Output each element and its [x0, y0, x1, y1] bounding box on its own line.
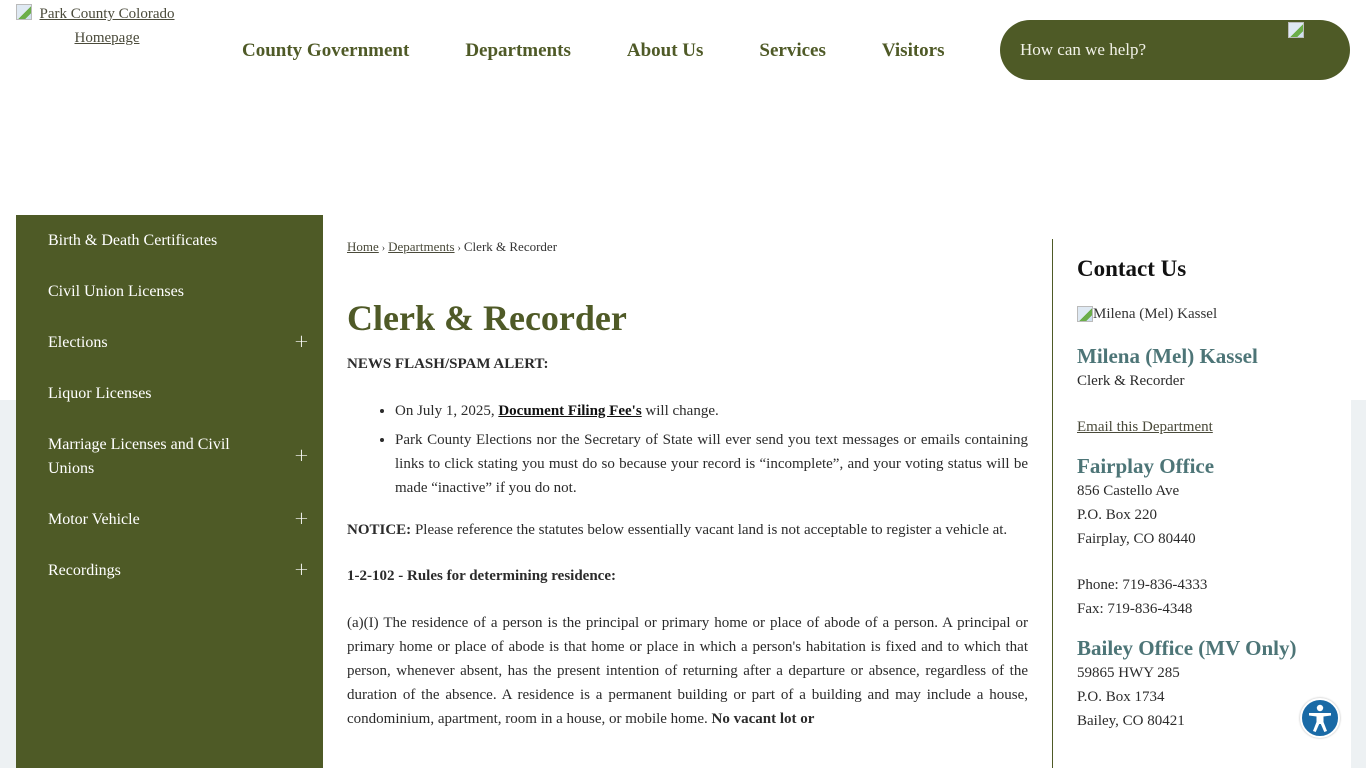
news-item-spam-alert: • Park County Elections nor the Secretary of State will ever send you text messages or emails containing links to click stating you must do so because your record is “incomplete”, and your voting status will be made “inactive” if you do not. — [395, 428, 1028, 500]
fairplay-phone: Phone: 719-836-4333 — [1077, 577, 1208, 593]
site-logo[interactable] — [16, 2, 198, 50]
sidebar-item-label: Elections — [48, 334, 108, 351]
sidebar-item-motor-vehicle[interactable] — [16, 494, 323, 545]
sidebar-item-label: Liquor Licenses — [48, 385, 152, 402]
sidebar-item-label: Civil Union Licenses — [48, 283, 184, 300]
nav-visitors[interactable]: Visitors — [881, 40, 945, 61]
expand-plus-icon[interactable]: + — [293, 330, 309, 352]
contact-name: Milena (Mel) Kassel — [1077, 344, 1258, 368]
sidebar-item-label: Marriage Licenses and Civil Unions — [48, 436, 230, 477]
statute-body: (a)(I) The residence of a person is the principal or primary home or place of abode of a person. A principal or primary home or place of abode is that home or place in which a person's habitation is fixed and to which that person, whenever absent, has the present intention of returning after a departure or absence, regardless of the duration of the absence. A residence is a permanent building or part of a building and may include a house, condominium, apartment, room in a house, or mobile home. No vacant lot or — [347, 615, 1028, 727]
column-divider — [1052, 239, 1053, 768]
page-title: Clerk & Recorder — [347, 298, 627, 338]
news-list — [347, 399, 1028, 500]
nav-about-us[interactable]: About Us — [626, 40, 704, 61]
search-input[interactable] — [1020, 40, 1280, 60]
search-bar — [1000, 20, 1350, 80]
breadcrumb — [347, 238, 1028, 258]
breadcrumb-home[interactable]: Home — [347, 239, 379, 254]
sidebar-item-label: Motor Vehicle — [48, 511, 140, 528]
news-item-filing-fee: • On July 1, 2025, Document Filing Fee's will change. — [395, 399, 1028, 423]
news-flash-heading: NEWS FLASH/SPAM ALERT: — [347, 356, 549, 372]
fairplay-fax: Fax: 719-836-4348 — [1077, 601, 1193, 617]
fairplay-office-heading: Fairplay Office — [1077, 454, 1215, 478]
nav-departments[interactable]: Departments — [465, 40, 571, 61]
nav-services[interactable]: Services — [759, 40, 826, 61]
contact-role: Clerk & Recorder — [1077, 373, 1185, 389]
bailey-address-line: 59865 HWY 285 — [1077, 665, 1180, 681]
sidebar-item-birth-death-certificates[interactable] — [16, 215, 323, 266]
contact-heading: Contact Us — [1077, 256, 1187, 281]
fairplay-address-line: 856 Castello Ave — [1077, 483, 1180, 499]
main-content — [347, 238, 1028, 731]
sidebar-item-label: Recordings — [48, 562, 121, 579]
main-nav — [214, 36, 973, 66]
search-button[interactable] — [1288, 22, 1348, 46]
photo-image-icon — [1077, 306, 1093, 322]
nav-county-government[interactable]: County Government — [242, 40, 410, 61]
contact-panel — [1077, 254, 1337, 733]
breadcrumb-separator: › — [381, 243, 386, 254]
email-department-link[interactable]: Email this Department — [1077, 419, 1213, 435]
search-icon — [1288, 22, 1304, 38]
statute-heading: 1-2-102 - Rules for determining residence: — [347, 568, 616, 584]
sidebar-item-label: Birth & Death Certificates — [48, 232, 218, 249]
sidebar-item-elections[interactable] — [16, 317, 323, 368]
sidebar-item-marriage-licenses[interactable] — [16, 419, 323, 494]
sidebar-item-recordings[interactable] — [16, 545, 323, 596]
breadcrumb-current: Clerk & Recorder — [463, 239, 558, 254]
bailey-address-line: P.O. Box 1734 — [1077, 689, 1165, 705]
bailey-office-heading: Bailey Office (MV Only) — [1077, 636, 1297, 660]
sidebar-nav — [16, 215, 323, 768]
notice-label: NOTICE: — [347, 522, 412, 538]
document-filing-fees-link[interactable]: Document Filing Fee's — [498, 403, 642, 419]
fairplay-address-line: P.O. Box 220 — [1077, 507, 1158, 523]
breadcrumb-departments[interactable]: Departments — [388, 239, 455, 254]
accessibility-button[interactable] — [1300, 698, 1340, 738]
sidebar-item-liquor-licenses[interactable] — [16, 368, 323, 419]
bailey-address-line: Bailey, CO 80421 — [1077, 713, 1185, 729]
expand-plus-icon[interactable]: + — [293, 507, 309, 529]
expand-plus-icon[interactable]: + — [293, 558, 309, 580]
expand-plus-icon[interactable]: + — [293, 444, 309, 466]
logo-image-icon — [16, 4, 32, 20]
fairplay-address-line: Fairplay, CO 80440 — [1077, 531, 1196, 547]
sidebar-item-civil-union-licenses[interactable] — [16, 266, 323, 317]
contact-photo: Milena (Mel) Kassel — [1077, 304, 1337, 324]
accessibility-icon — [1306, 703, 1334, 733]
breadcrumb-separator: › — [457, 243, 461, 254]
logo-link[interactable]: Park County Colorado Homepage — [39, 6, 175, 46]
notice-paragraph: NOTICE: Please reference the statutes below essentially vacant land is not acceptable to register a vehicle at. — [347, 522, 1008, 538]
